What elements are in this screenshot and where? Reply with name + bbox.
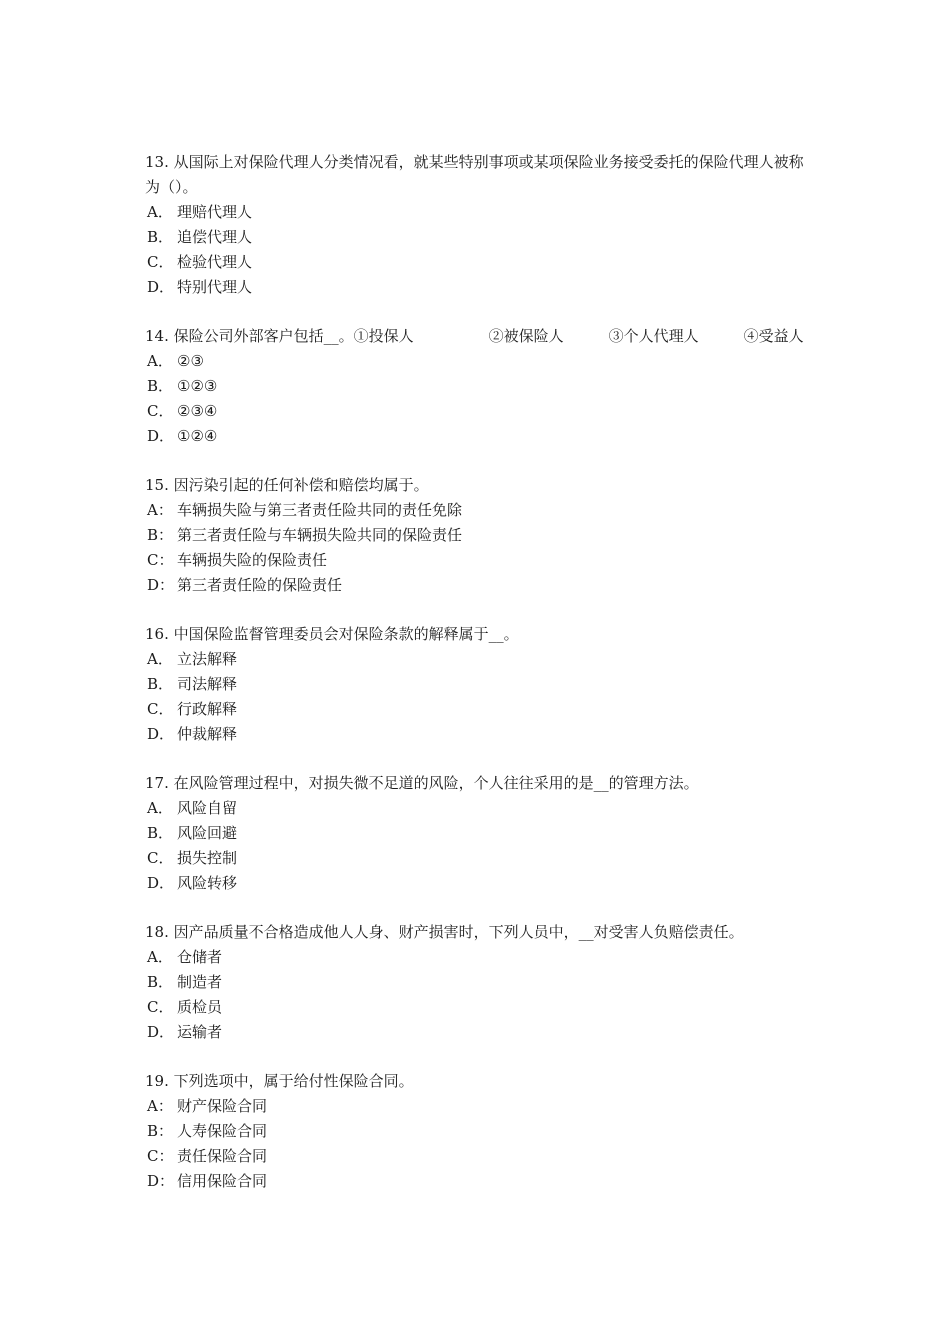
option-text: 风险自留 <box>177 799 238 817</box>
option-text: 仲裁解释 <box>177 725 238 743</box>
option-letter: B． <box>147 973 174 991</box>
option-c <box>145 250 810 275</box>
option-letter: A． <box>147 948 173 966</box>
option-letter: C： <box>147 551 174 569</box>
option-c <box>145 399 810 424</box>
option-text: ②③④ <box>177 402 218 420</box>
option-letter: A． <box>147 650 173 668</box>
option-c <box>145 1144 810 1169</box>
option-letter: B． <box>147 675 174 693</box>
option-letter: D： <box>147 576 175 594</box>
document-page <box>145 150 810 1218</box>
question-19 <box>145 1069 810 1194</box>
option-a <box>145 1094 810 1119</box>
option-d <box>145 275 810 300</box>
question-15 <box>145 473 810 598</box>
question-stem: 17. 在风险管理过程中，对损失微不足道的风险，个人往往采用的是__的管理方法。 <box>145 774 699 792</box>
question-stem: 15. 因污染引起的任何补偿和赔偿均属于。 <box>145 476 429 494</box>
option-d <box>145 1169 810 1194</box>
option-b <box>145 225 810 250</box>
option-b <box>145 821 810 846</box>
option-a <box>145 200 810 225</box>
option-b <box>145 672 810 697</box>
option-b <box>145 1119 810 1144</box>
option-b <box>145 523 810 548</box>
question-stem: 18. 因产品质量不合格造成他人人身、财产损害时，下列人员中，__对受害人负赔偿责任。 <box>145 923 744 941</box>
option-text: ①②④ <box>177 427 218 445</box>
option-text: 特别代理人 <box>177 278 253 296</box>
option-letter: C． <box>147 253 174 271</box>
option-d <box>145 722 810 747</box>
question-16 <box>145 622 810 747</box>
option-c <box>145 697 810 722</box>
option-letter: A． <box>147 203 173 221</box>
option-text: 质检员 <box>177 998 223 1016</box>
option-c <box>145 548 810 573</box>
option-text: 司法解释 <box>177 675 238 693</box>
question-stem: 16. 中国保险监督管理委员会对保险条款的解释属于__。 <box>145 625 519 643</box>
option-letter: B． <box>147 824 174 842</box>
option-letter: B． <box>147 377 174 395</box>
option-a <box>145 647 810 672</box>
option-text: 检验代理人 <box>177 253 253 271</box>
option-text: 损失控制 <box>177 849 238 867</box>
option-a <box>145 796 810 821</box>
option-a <box>145 349 810 374</box>
option-b <box>145 374 810 399</box>
option-letter: A： <box>147 501 173 519</box>
option-letter: C． <box>147 402 174 420</box>
option-d <box>145 1020 810 1045</box>
option-text: 人寿保险合同 <box>177 1122 268 1140</box>
option-a <box>145 498 810 523</box>
option-letter: A． <box>147 799 173 817</box>
option-text: ①②③ <box>177 377 218 395</box>
option-a <box>145 945 810 970</box>
option-text: 信用保险合同 <box>177 1172 268 1190</box>
option-text: 风险转移 <box>177 874 238 892</box>
option-letter: C： <box>147 1147 174 1165</box>
option-text: 仓储者 <box>177 948 223 966</box>
question-stem: 13. 从国际上对保险代理人分类情况看，就某些特别事项或某项保险业务接受委托的保险代理人被称为（）。 <box>145 153 804 196</box>
option-text: 第三者责任险的保险责任 <box>177 576 343 594</box>
option-text: 第三者责任险与车辆损失险共同的保险责任 <box>177 526 463 544</box>
option-b <box>145 970 810 995</box>
option-text: 责任保险合同 <box>177 1147 268 1165</box>
option-letter: B： <box>147 1122 174 1140</box>
option-text: 财产保险合同 <box>177 1097 268 1115</box>
option-letter: B． <box>147 228 174 246</box>
option-letter: C． <box>147 998 174 1016</box>
option-text: 追偿代理人 <box>177 228 253 246</box>
question-stem: 19. 下列选项中，属于给付性保险合同。 <box>145 1072 414 1090</box>
option-text: 车辆损失险与第三者责任险共同的责任免除 <box>177 501 463 519</box>
option-letter: C． <box>147 849 174 867</box>
option-letter: D． <box>147 278 175 296</box>
question-14 <box>145 324 810 449</box>
option-text: ②③ <box>177 352 204 370</box>
option-letter: D． <box>147 725 175 743</box>
question-stem: 14. 保险公司外部客户包括__。①投保人 ②被保险人 ③个人代理人 ④受益人 <box>145 327 804 345</box>
question-17 <box>145 771 810 896</box>
option-text: 制造者 <box>177 973 223 991</box>
option-d <box>145 573 810 598</box>
option-d <box>145 871 810 896</box>
option-letter: D． <box>147 1023 175 1041</box>
option-letter: D． <box>147 874 175 892</box>
option-letter: D： <box>147 1172 175 1190</box>
option-text: 运输者 <box>177 1023 223 1041</box>
option-d <box>145 424 810 449</box>
option-text: 行政解释 <box>177 700 238 718</box>
option-letter: A． <box>147 352 173 370</box>
option-letter: C． <box>147 700 174 718</box>
option-letter: B： <box>147 526 174 544</box>
option-text: 风险回避 <box>177 824 238 842</box>
option-c <box>145 846 810 871</box>
option-text: 立法解释 <box>177 650 238 668</box>
option-letter: D． <box>147 427 175 445</box>
option-text: 理赔代理人 <box>177 203 253 221</box>
option-text: 车辆损失险的保险责任 <box>177 551 328 569</box>
option-c <box>145 995 810 1020</box>
question-13 <box>145 150 810 300</box>
option-letter: A： <box>147 1097 173 1115</box>
question-18 <box>145 920 810 1045</box>
